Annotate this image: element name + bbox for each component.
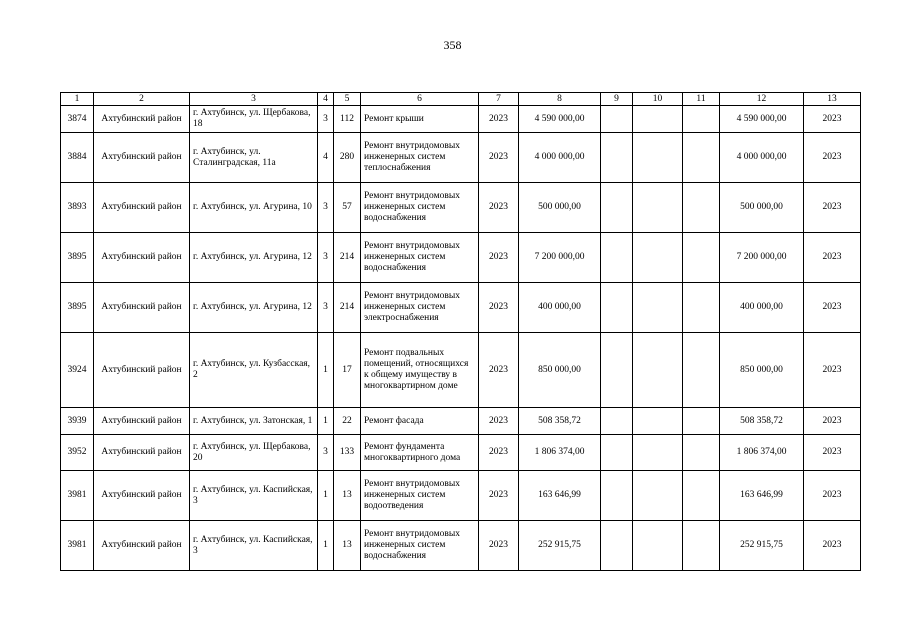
column-11-cell <box>683 133 720 183</box>
year-cell: 2023 <box>479 435 519 471</box>
address-cell: г. Ахтубинск, ул. Агурина, 12 <box>190 233 318 283</box>
column-number: 12 <box>720 93 804 106</box>
total-cell: 850 000,00 <box>720 333 804 408</box>
work-type-cell: Ремонт внутридомовых инженерных систем теплоснабжения <box>361 133 479 183</box>
amount-cell: 4 000 000,00 <box>519 133 601 183</box>
amount-cell: 163 646,99 <box>519 471 601 521</box>
end-year-cell: 2023 <box>804 471 861 521</box>
district-cell: Ахтубинский район <box>94 183 190 233</box>
table-row <box>61 183 861 233</box>
district-cell: Ахтубинский район <box>94 283 190 333</box>
column-number: 3 <box>190 93 318 106</box>
column-9-cell <box>601 521 633 571</box>
work-type-cell: Ремонт внутридомовых инженерных систем водоснабжения <box>361 233 479 283</box>
amount-cell: 400 000,00 <box>519 283 601 333</box>
total-cell: 7 200 000,00 <box>720 233 804 283</box>
amount-cell: 4 590 000,00 <box>519 106 601 133</box>
total-cell: 1 806 374,00 <box>720 435 804 471</box>
total-cell: 4 590 000,00 <box>720 106 804 133</box>
total-cell: 508 358,72 <box>720 408 804 435</box>
column-11-cell <box>683 471 720 521</box>
amount-cell: 252 915,75 <box>519 521 601 571</box>
table-row <box>61 283 861 333</box>
row-id: 3952 <box>61 435 94 471</box>
total-cell: 252 915,75 <box>720 521 804 571</box>
end-year-cell: 2023 <box>804 521 861 571</box>
amount-cell: 850 000,00 <box>519 333 601 408</box>
column-9-cell <box>601 471 633 521</box>
work-type-cell: Ремонт крыши <box>361 106 479 133</box>
work-type-cell: Ремонт внутридомовых инженерных систем водоснабжения <box>361 183 479 233</box>
row-id: 3893 <box>61 183 94 233</box>
district-cell: Ахтубинский район <box>94 233 190 283</box>
total-cell: 400 000,00 <box>720 283 804 333</box>
column-9-cell <box>601 133 633 183</box>
column-number: 2 <box>94 93 190 106</box>
column-10-cell <box>633 133 683 183</box>
column-5-cell: 17 <box>334 333 361 408</box>
column-11-cell <box>683 106 720 133</box>
column-9-cell <box>601 333 633 408</box>
end-year-cell: 2023 <box>804 133 861 183</box>
end-year-cell: 2023 <box>804 183 861 233</box>
column-4-cell: 4 <box>318 133 334 183</box>
column-5-cell: 13 <box>334 521 361 571</box>
column-9-cell <box>601 283 633 333</box>
table-row <box>61 333 861 408</box>
end-year-cell: 2023 <box>804 333 861 408</box>
column-10-cell <box>633 521 683 571</box>
column-number: 4 <box>318 93 334 106</box>
end-year-cell: 2023 <box>804 106 861 133</box>
column-4-cell: 3 <box>318 106 334 133</box>
amount-cell: 1 806 374,00 <box>519 435 601 471</box>
district-cell: Ахтубинский район <box>94 435 190 471</box>
address-cell: г. Ахтубинск, ул. Агурина, 10 <box>190 183 318 233</box>
column-number-header-row <box>61 93 861 106</box>
end-year-cell: 2023 <box>804 435 861 471</box>
column-11-cell <box>683 333 720 408</box>
column-5-cell: 13 <box>334 471 361 521</box>
district-cell: Ахтубинский район <box>94 333 190 408</box>
address-cell: г. Ахтубинск, ул. Каспийская, 3 <box>190 521 318 571</box>
work-type-cell: Ремонт внутридомовых инженерных систем водоснабжения <box>361 521 479 571</box>
address-cell: г. Ахтубинск, ул. Агурина, 12 <box>190 283 318 333</box>
column-11-cell <box>683 233 720 283</box>
year-cell: 2023 <box>479 283 519 333</box>
column-5-cell: 280 <box>334 133 361 183</box>
column-4-cell: 1 <box>318 471 334 521</box>
work-type-cell: Ремонт подвальных помещений, относящихся к общему имуществу в многоквартирном доме <box>361 333 479 408</box>
column-9-cell <box>601 106 633 133</box>
table-row <box>61 408 861 435</box>
column-number: 7 <box>479 93 519 106</box>
district-cell: Ахтубинский район <box>94 521 190 571</box>
row-id: 3895 <box>61 233 94 283</box>
repair-registry-table <box>60 92 861 571</box>
district-cell: Ахтубинский район <box>94 133 190 183</box>
column-11-cell <box>683 183 720 233</box>
row-id: 3884 <box>61 133 94 183</box>
work-type-cell: Ремонт внутридомовых инженерных систем электроснабжения <box>361 283 479 333</box>
table-row <box>61 471 861 521</box>
column-10-cell <box>633 333 683 408</box>
address-cell: г. Ахтубинск, ул. Кузбасская, 2 <box>190 333 318 408</box>
year-cell: 2023 <box>479 133 519 183</box>
work-type-cell: Ремонт фундамента многоквартирного дома <box>361 435 479 471</box>
row-id: 3924 <box>61 333 94 408</box>
column-9-cell <box>601 183 633 233</box>
amount-cell: 508 358,72 <box>519 408 601 435</box>
year-cell: 2023 <box>479 233 519 283</box>
table-row <box>61 435 861 471</box>
column-5-cell: 57 <box>334 183 361 233</box>
amount-cell: 7 200 000,00 <box>519 233 601 283</box>
year-cell: 2023 <box>479 521 519 571</box>
year-cell: 2023 <box>479 106 519 133</box>
column-4-cell: 3 <box>318 183 334 233</box>
district-cell: Ахтубинский район <box>94 408 190 435</box>
column-number: 6 <box>361 93 479 106</box>
work-type-cell: Ремонт фасада <box>361 408 479 435</box>
column-5-cell: 214 <box>334 233 361 283</box>
total-cell: 4 000 000,00 <box>720 133 804 183</box>
column-4-cell: 3 <box>318 435 334 471</box>
table-row <box>61 521 861 571</box>
column-number: 11 <box>683 93 720 106</box>
column-11-cell <box>683 283 720 333</box>
district-cell: Ахтубинский район <box>94 106 190 133</box>
column-5-cell: 214 <box>334 283 361 333</box>
column-4-cell: 3 <box>318 233 334 283</box>
page-number: 358 <box>443 38 462 52</box>
column-5-cell: 133 <box>334 435 361 471</box>
district-cell: Ахтубинский район <box>94 471 190 521</box>
address-cell: г. Ахтубинск, ул. Щербакова, 18 <box>190 106 318 133</box>
column-9-cell <box>601 233 633 283</box>
table-row <box>61 233 861 283</box>
column-10-cell <box>633 233 683 283</box>
table-row <box>61 133 861 183</box>
address-cell: г. Ахтубинск, ул. Сталинградская, 11а <box>190 133 318 183</box>
row-id: 3895 <box>61 283 94 333</box>
column-number: 10 <box>633 93 683 106</box>
column-4-cell: 3 <box>318 283 334 333</box>
total-cell: 163 646,99 <box>720 471 804 521</box>
address-cell: г. Ахтубинск, ул. Щербакова, 20 <box>190 435 318 471</box>
column-number: 13 <box>804 93 861 106</box>
column-11-cell <box>683 408 720 435</box>
work-type-cell: Ремонт внутридомовых инженерных систем водоотведения <box>361 471 479 521</box>
column-10-cell <box>633 435 683 471</box>
column-number: 8 <box>519 93 601 106</box>
year-cell: 2023 <box>479 183 519 233</box>
column-5-cell: 22 <box>334 408 361 435</box>
column-4-cell: 1 <box>318 333 334 408</box>
column-11-cell <box>683 521 720 571</box>
year-cell: 2023 <box>479 333 519 408</box>
column-10-cell <box>633 408 683 435</box>
row-id: 3981 <box>61 471 94 521</box>
address-cell: г. Ахтубинск, ул. Затонская, 1 <box>190 408 318 435</box>
column-9-cell <box>601 435 633 471</box>
row-id: 3939 <box>61 408 94 435</box>
end-year-cell: 2023 <box>804 283 861 333</box>
column-10-cell <box>633 183 683 233</box>
column-4-cell: 1 <box>318 521 334 571</box>
total-cell: 500 000,00 <box>720 183 804 233</box>
column-number: 1 <box>61 93 94 106</box>
table-row <box>61 106 861 133</box>
row-id: 3981 <box>61 521 94 571</box>
end-year-cell: 2023 <box>804 233 861 283</box>
column-5-cell: 112 <box>334 106 361 133</box>
column-10-cell <box>633 106 683 133</box>
column-10-cell <box>633 283 683 333</box>
column-number: 5 <box>334 93 361 106</box>
registry-rows <box>61 106 861 571</box>
column-10-cell <box>633 471 683 521</box>
year-cell: 2023 <box>479 408 519 435</box>
column-11-cell <box>683 435 720 471</box>
column-4-cell: 1 <box>318 408 334 435</box>
amount-cell: 500 000,00 <box>519 183 601 233</box>
year-cell: 2023 <box>479 471 519 521</box>
column-9-cell <box>601 408 633 435</box>
address-cell: г. Ахтубинск, ул. Каспийская, 3 <box>190 471 318 521</box>
end-year-cell: 2023 <box>804 408 861 435</box>
row-id: 3874 <box>61 106 94 133</box>
column-number: 9 <box>601 93 633 106</box>
